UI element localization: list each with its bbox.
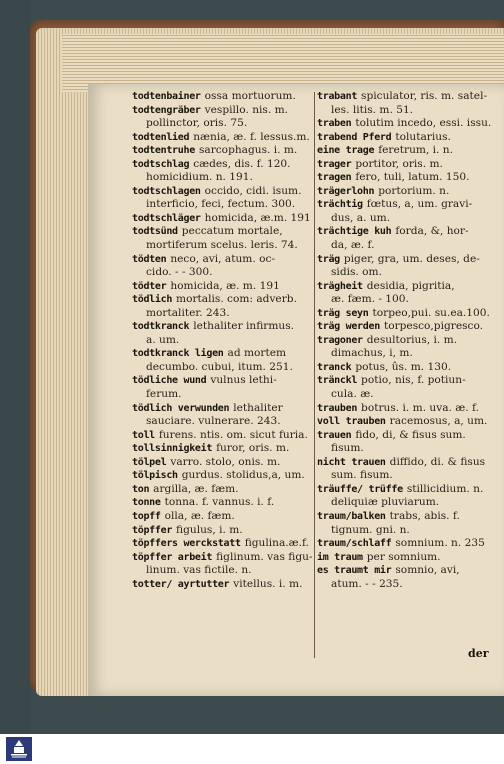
entry-headword: todtkranck	[132, 321, 190, 333]
entry-headword: trabant	[317, 91, 358, 102]
dictionary-entry-line	[132, 510, 316, 524]
dictionary-entry-line	[317, 429, 497, 443]
dictionary-entry-line	[132, 280, 316, 294]
entry-headword: trägheit	[317, 280, 363, 292]
entry-translation: tonna. f. vannus. i. f.	[164, 496, 275, 509]
dictionary-entry-line	[132, 483, 316, 497]
entry-headword: todtengräber	[132, 104, 201, 116]
entry-headword: tollsinnigkeit	[132, 443, 213, 455]
dictionary-entry-line	[132, 117, 316, 131]
entry-headword: tragen	[317, 172, 352, 184]
entry-translation: sidis. om.	[331, 266, 382, 279]
entry-translation: nænia, æ. f. lessus.m.	[193, 130, 310, 143]
entry-translation: feretrum, i. n.	[378, 144, 453, 157]
dictionary-entry-line	[317, 442, 497, 456]
dictionary-entry-line	[132, 225, 316, 239]
dictionary-entry-line	[317, 496, 497, 510]
dictionary-entry-line	[132, 496, 316, 510]
entry-headword: voll trauben	[317, 416, 386, 428]
dictionary-entry-line	[317, 469, 497, 483]
entry-headword: traben	[317, 118, 352, 130]
entry-translation: furens. ntis. om. sicut furia.	[158, 428, 308, 441]
dictionary-entry-line	[317, 185, 497, 199]
dictionary-entry-line	[317, 402, 497, 416]
entry-headword: trächtige kuh	[317, 226, 392, 238]
dictionary-entry-line	[132, 456, 316, 470]
entry-headword: todtsünd	[132, 226, 178, 238]
entry-translation: interficio, feci, fectum. 300.	[146, 198, 296, 211]
entry-headword: totter/ ayrtutter	[132, 578, 230, 590]
entry-headword: tölpisch	[132, 470, 178, 482]
dictionary-entry-line	[132, 90, 316, 104]
entry-translation: tolutarius.	[395, 130, 451, 143]
entry-translation: ossa mortuorum.	[204, 90, 296, 102]
dictionary-entry-line	[317, 225, 497, 239]
entry-translation: figulina.æ.f.	[244, 537, 309, 550]
dictionary-entry-line	[317, 456, 497, 470]
entry-translation: fisum.	[331, 442, 364, 455]
entry-translation: les. litis. m. 51.	[331, 103, 414, 116]
dictionary-entry-line	[132, 171, 316, 185]
entry-translation: argilla, æ. fæm.	[153, 482, 239, 495]
dictionary-entry-line	[132, 239, 316, 253]
entry-headword: tödter	[132, 280, 167, 292]
entry-headword: todtschläger	[132, 212, 201, 224]
entry-translation: mortaliter. 243.	[146, 306, 230, 319]
entry-translation: botrus. i. m. uva. æ. f.	[361, 401, 479, 414]
dictionary-entry-line	[317, 510, 497, 524]
catchword: der	[468, 647, 489, 660]
entry-translation: cido. - - 300.	[146, 266, 213, 279]
entry-headword: tölpel	[132, 456, 167, 468]
entry-headword: eine trage	[317, 145, 375, 157]
entry-headword: traum/balken	[317, 510, 386, 522]
dictionary-entry-line	[132, 551, 316, 565]
dictionary-entry-line	[317, 388, 497, 402]
entry-translation: figulus, i. m.	[176, 523, 243, 536]
entry-translation: pollinctor, oris. 75.	[146, 117, 248, 130]
entry-translation: mortalis. com: adverb.	[176, 293, 297, 306]
entry-headword: es traumt mir	[317, 565, 392, 577]
dictionary-entry-line	[132, 185, 316, 199]
entry-translation: a. um.	[146, 333, 180, 346]
entry-headword: trager	[317, 158, 352, 170]
entry-translation: dimachus, i, m.	[331, 347, 413, 360]
entry-headword: tödten	[132, 253, 167, 265]
entry-headword: träg	[317, 253, 340, 265]
dictionary-entry-line	[317, 374, 497, 388]
dictionary-entry-line	[132, 415, 316, 429]
entry-translation: trabs, abis. f.	[389, 509, 460, 522]
entry-translation: desultorius, i. m.	[366, 333, 458, 346]
entry-translation: portorium. n.	[378, 184, 450, 197]
entry-translation: furor, oris. m.	[216, 442, 290, 455]
entry-translation: decumbo. cubui, itum. 251.	[146, 360, 293, 373]
dictionary-entry-line	[132, 198, 316, 212]
entry-translation: diffido, di. & fisus	[389, 455, 486, 468]
entry-headword: traum/schlaff	[317, 538, 392, 550]
entry-headword: trägerlohn	[317, 185, 375, 197]
dictionary-entry-line	[317, 90, 497, 104]
entry-translation: dus, a. um.	[331, 211, 391, 224]
library-logo-icon[interactable]	[6, 737, 32, 761]
entry-headword: trauben	[317, 402, 358, 414]
entry-translation: torpesco,pigresco.	[383, 320, 484, 333]
dictionary-entry-line	[317, 483, 497, 497]
dictionary-entry-line	[132, 104, 316, 118]
entry-translation: homicidium. n. 191.	[146, 171, 253, 184]
entry-translation: portitor, oris. m.	[355, 157, 443, 170]
dictionary-entry-line	[132, 578, 316, 592]
entry-headword: topff	[132, 510, 161, 522]
entry-translation: racemosus, a, um.	[389, 415, 488, 428]
entry-translation: homicida, æ. m. 191	[170, 279, 280, 292]
dictionary-entry-line	[317, 415, 497, 429]
entry-headword: tranck	[317, 361, 352, 373]
entry-headword: ton	[132, 483, 150, 495]
entry-translation: potus, ûs. m. 130.	[355, 360, 452, 373]
entry-translation: per somnium.	[366, 550, 441, 563]
entry-translation: somnium. n. 235	[395, 537, 485, 550]
viewer-margin	[0, 0, 30, 734]
entry-translation: figlinum. vas figu-	[216, 550, 313, 563]
dictionary-entry-line	[317, 551, 497, 565]
entry-translation: occido, cidi. isum.	[204, 184, 302, 197]
entry-translation: da, æ. f.	[331, 239, 375, 252]
dictionary-entry-line	[132, 469, 316, 483]
entry-translation: peccatum mortale,	[181, 225, 283, 238]
entry-headword: tödliche wund	[132, 375, 207, 387]
dictionary-entry-line	[317, 361, 497, 375]
entry-translation: cula. æ.	[331, 388, 374, 401]
dictionary-entry-line	[317, 293, 497, 307]
dictionary-entry-line	[132, 212, 316, 226]
entry-headword: trabend Pferd	[317, 131, 392, 143]
entry-headword: trächtig	[317, 199, 363, 211]
entry-headword: todtschlag	[132, 158, 190, 170]
entry-headword: nicht trauen	[317, 456, 386, 468]
entry-translation: cædes, dis. f. 120.	[193, 157, 291, 170]
entry-translation: fido, di, & fisus sum.	[355, 428, 466, 441]
dictionary-entry-line	[317, 131, 497, 145]
entry-translation: fero, tuli, latum. 150.	[355, 171, 470, 184]
entry-translation: sarcophagus. i. m.	[198, 144, 298, 157]
entry-headword: tränckl	[317, 375, 358, 387]
entry-translation: torpeo,pui. su.ea.100.	[372, 306, 490, 319]
dictionary-entry-line	[132, 307, 316, 321]
entry-translation: homicida, æ.m. 191	[204, 211, 311, 224]
dictionary-entry-line	[317, 144, 497, 158]
dictionary-entry-line	[317, 564, 497, 578]
entry-translation: linum. vas fictile. n.	[146, 564, 252, 577]
dictionary-entry-line	[317, 212, 497, 226]
left-column	[132, 90, 316, 591]
dictionary-entry-line	[132, 320, 316, 334]
entry-translation: varro. stolo, onis. m.	[170, 455, 281, 468]
dictionary-entry-line	[317, 537, 497, 551]
entry-translation: stillicidium. n.	[406, 482, 484, 495]
dictionary-entry-line	[132, 564, 316, 578]
dictionary-entry-line	[317, 524, 497, 538]
entry-translation: tolutim incedo, essi. issu.	[355, 117, 492, 130]
entry-headword: träg werden	[317, 321, 380, 333]
entry-headword: töpffers werckstatt	[132, 538, 241, 550]
dictionary-entry-line	[132, 347, 316, 361]
entry-translation: potio, nis, f. potiun-	[361, 374, 466, 387]
entry-translation: spiculator, ris. m. satel-	[361, 90, 488, 102]
entry-translation: piger, gra, um. deses, de-	[343, 252, 480, 265]
dictionary-entry-line	[132, 361, 316, 375]
dictionary-entry-line	[132, 253, 316, 267]
dictionary-entry-line	[132, 524, 316, 538]
dictionary-entry-line	[132, 293, 316, 307]
entry-translation: mortiferum scelus. leris. 74.	[146, 239, 298, 252]
dictionary-entry-line	[317, 266, 497, 280]
entry-translation: æ. fæm. - 100.	[331, 293, 409, 306]
dictionary-entry-line	[317, 253, 497, 267]
dictionary-entry-line	[317, 198, 497, 212]
entry-translation: vespillo. nis. m.	[204, 103, 289, 116]
right-column	[317, 90, 497, 591]
viewer-footer	[0, 734, 504, 764]
entry-headword: todtenlied	[132, 131, 190, 143]
dictionary-entry-line	[317, 171, 497, 185]
entry-translation: vulnus lethi-	[210, 374, 277, 387]
dictionary-entry-line	[132, 374, 316, 388]
entry-headword: tödlich	[132, 294, 173, 306]
dictionary-entry-line	[317, 158, 497, 172]
dictionary-entry-line	[132, 537, 316, 551]
entry-translation: forda, &, hor-	[395, 225, 469, 238]
entry-headword: todtkranck ligen	[132, 348, 224, 360]
dictionary-entry-line	[317, 578, 497, 592]
entry-translation: sauciare. vulnerare. 243.	[146, 415, 281, 428]
entry-translation: vitellus. i. m.	[233, 577, 303, 590]
entry-translation: somnio, avi,	[395, 564, 460, 577]
entry-translation: fœtus, a, um. gravi-	[366, 198, 473, 211]
entry-translation: ad mortem	[227, 347, 287, 360]
entry-translation: lethaliter	[233, 401, 283, 414]
entry-headword: trauen	[317, 429, 352, 441]
entry-translation: atum. - - 235.	[331, 577, 403, 590]
dictionary-entry-line	[132, 131, 316, 145]
entry-headword: töpffer	[132, 524, 173, 536]
entry-translation: desidia, pigritia,	[366, 279, 455, 292]
entry-translation: tignum. gni. n.	[331, 523, 410, 536]
dictionary-entry-line	[132, 334, 316, 348]
dictionary-entry-line	[132, 144, 316, 158]
entry-headword: träuffe/ trüffe	[317, 483, 403, 495]
dictionary-entry-line	[132, 402, 316, 416]
dictionary-entry-line	[132, 158, 316, 172]
entry-translation: olla, æ. fæm.	[164, 509, 235, 522]
dictionary-entry-line	[317, 320, 497, 334]
dictionary-entry-line	[317, 117, 497, 131]
entry-translation: sum. fisum.	[331, 469, 393, 482]
entry-headword: träg seyn	[317, 307, 369, 319]
entry-headword: todtentruhe	[132, 145, 195, 157]
dictionary-entry-line	[132, 442, 316, 456]
entry-translation: gurdus. stolidus,a, um.	[181, 469, 305, 482]
entry-translation: deliquiæ pluviarum.	[331, 496, 440, 509]
dictionary-entry-line	[317, 334, 497, 348]
dictionary-entry-line	[317, 307, 497, 321]
entry-headword: todtschlagen	[132, 185, 201, 197]
entry-headword: tragoner	[317, 334, 363, 346]
entry-headword: todtenbainer	[132, 91, 201, 102]
dictionary-entry-line	[317, 347, 497, 361]
entry-headword: töpffer arbeit	[132, 551, 213, 563]
dictionary-entry-line	[317, 104, 497, 118]
entry-headword: toll	[132, 429, 155, 441]
dictionary-entry-line	[132, 388, 316, 402]
entry-translation: ferum.	[146, 388, 182, 401]
dictionary-entry-line	[132, 429, 316, 443]
dictionary-entry-line	[132, 266, 316, 280]
dictionary-entry-line	[317, 239, 497, 253]
entry-headword: tödlich verwunden	[132, 402, 230, 414]
entry-translation: neco, avi, atum. oc-	[170, 252, 275, 265]
dictionary-entry-line	[317, 280, 497, 294]
entry-translation: lethaliter infirmus.	[193, 320, 295, 333]
entry-headword: tonne	[132, 497, 161, 509]
entry-headword: im traum	[317, 551, 363, 563]
